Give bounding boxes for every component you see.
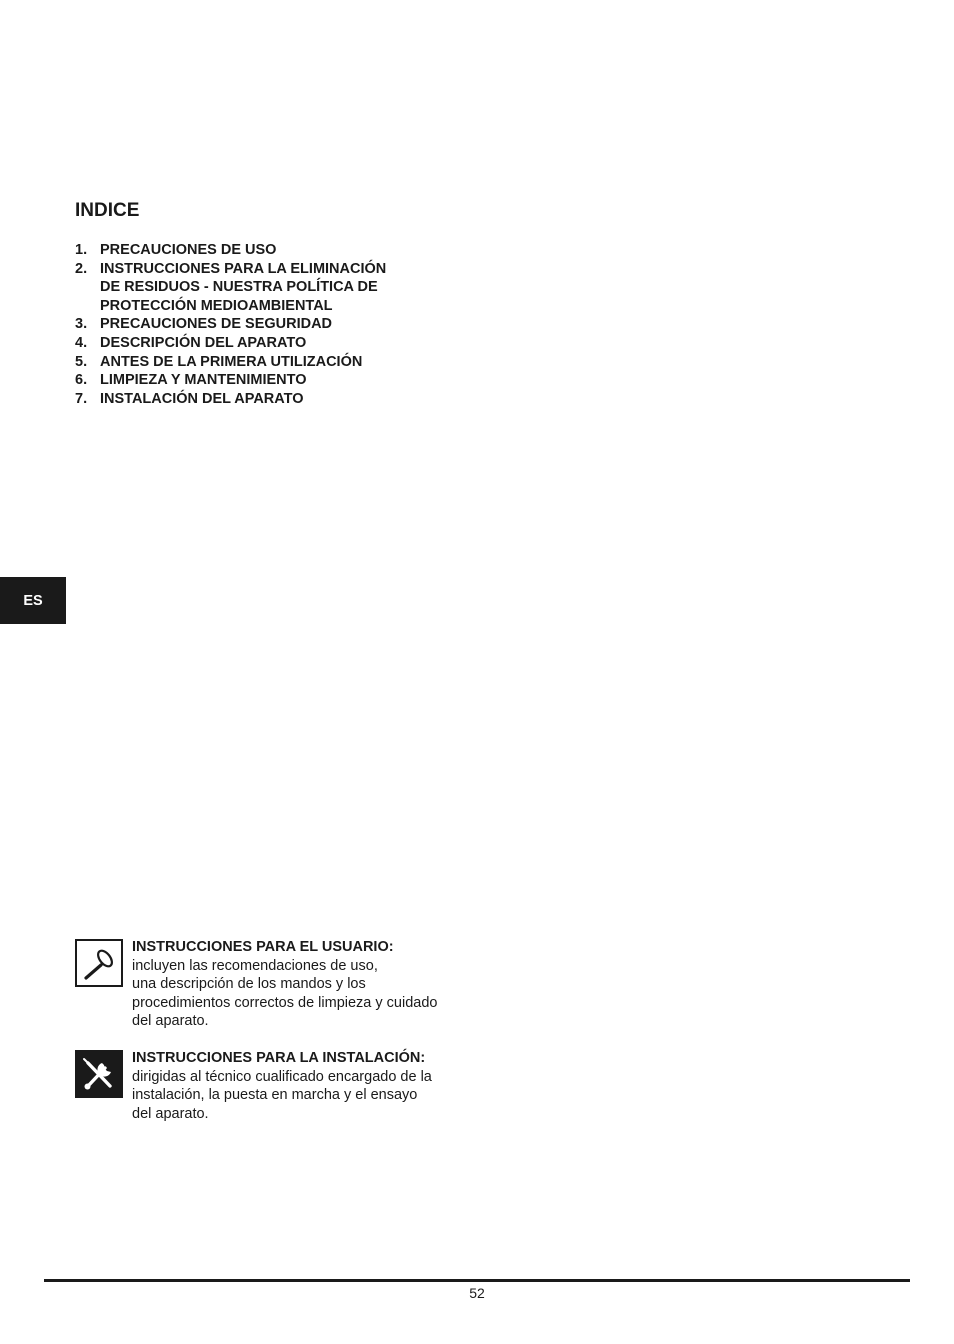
toc-item-number: 2. xyxy=(75,260,88,277)
toc-item-4[interactable] xyxy=(75,334,455,353)
toc-item-2[interactable] xyxy=(75,260,455,316)
language-tab: ES xyxy=(0,577,66,624)
tools-icon xyxy=(75,1050,123,1098)
toc-item-1[interactable] xyxy=(75,241,455,260)
user-instructions-heading: INSTRUCCIONES PARA EL USUARIO: xyxy=(132,939,394,955)
installation-instructions-note xyxy=(75,1049,475,1123)
toc-item-label: INSTRUCCIONES PARA LA ELIMINACIÓN DE RESIDUOS - NUESTRA POLÍTICA DE PROTECCIÓN MEDIOAMBIENTAL xyxy=(100,260,387,314)
toc-item-7[interactable] xyxy=(75,390,455,409)
installation-instructions-heading: INSTRUCCIONES PARA LA INSTALACIÓN: xyxy=(132,1050,426,1066)
table-of-contents xyxy=(75,241,455,408)
spatula-icon xyxy=(75,939,123,987)
toc-item-number: 5. xyxy=(75,353,88,370)
toc-item-label: INSTALACIÓN DEL APARATO xyxy=(100,390,304,407)
toc-item-label: LIMPIEZA Y MANTENIMIENTO xyxy=(100,372,307,389)
toc-item-3[interactable] xyxy=(75,315,455,334)
footer-rule xyxy=(44,1279,910,1282)
installation-instructions-text: dirigidas al técnico cualificado encargado de la instalación, la puesta en marcha y el ensayo del aparato. xyxy=(132,1068,432,1122)
toc-item-number: 3. xyxy=(75,316,88,333)
toc-item-number: 1. xyxy=(75,242,88,258)
toc-item-5[interactable] xyxy=(75,353,455,372)
index-title: INDICE xyxy=(75,200,140,221)
toc-item-number: 7. xyxy=(75,390,88,407)
user-instructions-text: incluyen las recomendaciones de uso, una descripción de los mandos y los procedimientos correctos de limpieza y cuidado del aparato. xyxy=(132,957,438,1030)
toc-item-label: PRECAUCIONES DE SEGURIDAD xyxy=(100,316,333,333)
toc-item-label: DESCRIPCIÓN DEL APARATO xyxy=(100,334,307,351)
user-instructions-note xyxy=(75,938,475,1031)
toc-item-number: 6. xyxy=(75,372,88,389)
toc-item-label: ANTES DE LA PRIMERA UTILIZACIÓN xyxy=(100,353,363,370)
toc-item-6[interactable] xyxy=(75,371,455,390)
toc-item-label: PRECAUCIONES DE USO xyxy=(100,242,277,258)
toc-item-number: 4. xyxy=(75,334,88,351)
page-number: 52 xyxy=(469,1285,485,1301)
